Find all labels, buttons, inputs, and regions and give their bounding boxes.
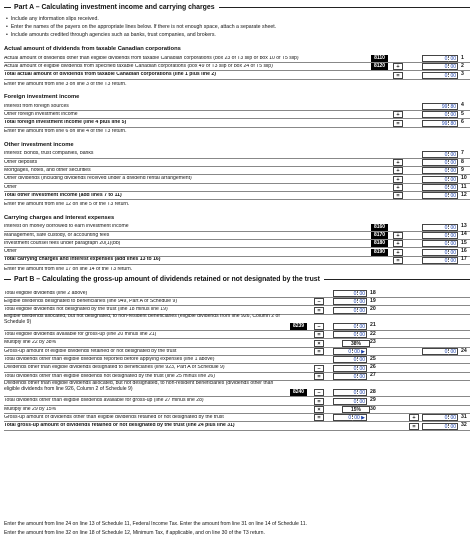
part-b-note-1: Enter the amount from line 24 on line 13 of Schedule 11, Federal Income Tax. Enter the amount from line 31 on line 14 of Schedule 11. [4, 521, 307, 527]
section-heading: Actual amount of dividends from taxable Canadian corporations [4, 46, 181, 52]
operator-sign: = [393, 192, 403, 199]
section-heading: Carrying charges and interest expenses [4, 214, 115, 221]
part-b-header: Part B – Calculating the gross-up amount of dividends retained or not designated by the trust [4, 276, 470, 284]
amount-cents: 00 [450, 423, 456, 430]
operator-sign: + [409, 414, 419, 421]
amount-cents: 00 [450, 168, 456, 175]
amount-dollars: 0 [353, 390, 357, 397]
operator-sign: – [314, 323, 324, 330]
amount-field[interactable] [422, 414, 458, 421]
amount-cents: 80 [450, 120, 456, 127]
amount-field[interactable] [422, 224, 458, 231]
amount-field[interactable] [333, 323, 367, 330]
line-description: Dividends other than eligible dividends designated to beneficiaries (line 923, Part A of Schedule 9) [4, 365, 225, 371]
operator-sign: = [314, 414, 324, 421]
amount-field[interactable] [422, 232, 458, 239]
amount-field[interactable] [333, 307, 367, 314]
amount-dollars: 0 [353, 291, 357, 297]
form-line-row [4, 55, 470, 63]
line-number: 19 [370, 297, 376, 304]
amount-field[interactable] [422, 120, 458, 127]
line-number: 8 [461, 158, 464, 165]
operator-sign: + [393, 232, 403, 239]
amount-dollars: 0 [353, 357, 357, 364]
amount-field[interactable] [422, 151, 458, 158]
line-number: 15 [461, 239, 467, 246]
amount-cents: 00 [450, 176, 456, 183]
line-number: 27 [370, 372, 376, 379]
part-b-note-2: Enter the amount from line 32 on line 18 of Schedule 12, Minimum Tax, if applicable, and on line 30 of the T3 return. [4, 530, 265, 536]
amount-cents: 00 [359, 373, 365, 380]
amount-field[interactable] [422, 72, 458, 79]
amount-cents: 00 [359, 299, 365, 306]
operator-sign: = [409, 423, 419, 430]
form-line-row [4, 356, 470, 364]
amount-cents: 00 [450, 224, 456, 231]
line-description: Total carrying charges and interest expenses (add lines 13 to 16) [4, 257, 161, 263]
amount-field[interactable] [422, 348, 458, 355]
line-description: Dividends other than eligible dividends allocated, but not designated, to non-resident beneficiaries (dividends other than eligible dividends from line 926, Column 2 of Schedule 9) [4, 380, 274, 392]
amount-field[interactable] [422, 63, 458, 70]
form-line-row [4, 290, 470, 298]
form-line-row [4, 232, 470, 240]
amount-field[interactable] [333, 290, 367, 297]
amount-dollars: 99 [441, 120, 448, 127]
operator-sign: = [314, 348, 324, 355]
amount-field[interactable] [422, 257, 458, 264]
line-description: Interest on money borrowed to earn investment income [4, 224, 129, 230]
part-a-header: Part A – Calculating investment income and carrying charges [4, 4, 470, 12]
operator-sign: = [314, 331, 324, 338]
field-code-8120: 8120 [371, 63, 388, 70]
amount-field[interactable] [422, 176, 458, 183]
line-number: 2 [461, 62, 464, 69]
amount-dollars: 0 [444, 160, 448, 167]
line-number: 26 [370, 364, 376, 371]
amount-cents: 00 [450, 185, 456, 191]
amount-cents: 00 [359, 357, 365, 364]
field-code-8240: 8240 [290, 389, 307, 396]
amount-dollars: 0 [353, 373, 357, 380]
form-line-row [4, 365, 470, 373]
field-code-8170: 8170 [371, 232, 388, 239]
line-number: 11 [461, 183, 467, 190]
form-line-row [4, 103, 470, 111]
amount-dollars: 0 [444, 176, 448, 183]
amount-dollars: 0 [444, 257, 448, 264]
form-line-row [4, 373, 470, 381]
line-description: Total gross-up amount of dividends retained or not designated by the trust (line 24 plus line 31) [4, 423, 235, 429]
amount-dollars: 0 [444, 415, 448, 422]
form-line-row [4, 201, 470, 209]
line-description: Total other investment income (add lines 7 to 11) [4, 192, 122, 198]
amount-cents: 00 [450, 349, 456, 355]
amount-field[interactable] [422, 167, 458, 174]
operator-sign: + [393, 240, 403, 247]
line-description: Enter the amount from line 6 on line 4 of the T3 return. [4, 129, 127, 135]
rate-percent: 38% [342, 340, 370, 347]
operator-sign: × [314, 340, 324, 347]
line-number: 14 [461, 231, 467, 238]
operator-sign: + [393, 176, 403, 183]
amount-field[interactable] [333, 398, 367, 405]
form-line-row [4, 298, 470, 306]
line-number: 30 [370, 405, 376, 412]
amount-cents: 00 [450, 160, 456, 167]
amount-field[interactable] [333, 373, 367, 380]
amount-dollars: 0 [444, 423, 448, 430]
amount-dollars: 0 [444, 64, 448, 71]
line-number: 23 [370, 339, 376, 346]
amount-cents: 00 [359, 332, 365, 339]
line-description: Total dividends other than eligible dividends not designated by the trust (line 25 minus line 26) [4, 373, 215, 379]
line-description: Investment counsel fees under paragraph 20(1)(bb) [4, 240, 121, 246]
line-number: 18 [370, 289, 376, 296]
form-line-row [4, 176, 470, 184]
amount-field[interactable] [422, 103, 458, 110]
form-line-row [4, 398, 470, 406]
operator-sign: + [393, 63, 403, 70]
line-number: 16 [461, 248, 467, 255]
amount-cents: 00 [359, 390, 365, 397]
amount-cents: 00 ▶ [354, 349, 365, 355]
amount-dollars: 0 [444, 224, 448, 231]
amount-dollars: 0 [444, 185, 448, 191]
form-line-row [4, 192, 470, 200]
line-description: Enter the amount from line 17 on line 14 of the T3 return. [4, 266, 133, 272]
field-code-8160: 8160 [371, 224, 388, 231]
line-description: Actual amount of dividends other than eligible dividends from taxable Canadian corporations (box 23 of T3 slip or box 10 of T5 slip) [4, 55, 299, 61]
form-line-row [4, 265, 470, 273]
field-code-8110: 8110 [371, 55, 388, 62]
line-description: Enter the amount from line 12 on line 5 of the T3 return. [4, 202, 130, 208]
line-number: 22 [370, 330, 376, 337]
amount-cents: 00 [450, 64, 456, 71]
operator-sign: + [393, 249, 403, 256]
amount-dollars: 0 [444, 72, 448, 79]
amount-dollars: 0 [353, 299, 357, 306]
form-line-row [4, 348, 470, 356]
line-description: Total eligible dividends available for gross-up (line 20 minus line 21) [4, 332, 157, 338]
amount-field[interactable] [333, 389, 367, 396]
amount-cents: 00 [359, 323, 365, 330]
amount-dollars: 0 [444, 168, 448, 175]
amount-cents: 00 [359, 365, 365, 372]
line-description: Enter the amount from line 3 on line 3 of the T3 return. [4, 81, 127, 87]
line-description: Total eligible dividends not designated by the trust (line 18 minus line 19) [4, 307, 168, 313]
line-description: Mortgages, notes, and other securities [4, 168, 91, 174]
line-number: 7 [461, 150, 464, 157]
operator-sign: + [393, 111, 403, 118]
operator-sign: = [314, 398, 324, 405]
amount-dollars: 0 [348, 349, 352, 355]
line-description: Other deposits [4, 159, 38, 165]
amount-dollars: 0 [444, 232, 448, 239]
form-line-row [4, 423, 470, 431]
line-number: 28 [370, 388, 376, 395]
form-line-row [4, 167, 470, 175]
amount-cents: 00 [359, 307, 365, 314]
field-code-8180: 8180 [371, 240, 388, 247]
amount-dollars: 0 [348, 415, 352, 422]
line-number: 24 [461, 347, 467, 354]
amount-cents: 00 [450, 112, 456, 119]
form-line-row [4, 111, 470, 119]
operator-sign: = [393, 257, 403, 264]
amount-field[interactable] [333, 414, 367, 421]
form-line-row [4, 414, 470, 422]
line-description: Interest from foreign sources [4, 103, 69, 109]
form-line-row [4, 63, 470, 71]
form-line-row [4, 128, 470, 136]
amount-cents: 00 [450, 415, 456, 422]
line-description: Interest: Bonds, trust companies, banks [4, 151, 94, 157]
amount-field[interactable] [333, 298, 367, 305]
bullet-3: • Include amounts credited through agencies such as banks, trust companies, and brokers. [6, 33, 216, 39]
amount-cents: 00 [359, 398, 365, 405]
bullet-1: • Include any information slips received. [6, 17, 99, 23]
line-number: 12 [461, 191, 467, 198]
form-line-row [4, 120, 470, 128]
line-number: 13 [461, 223, 467, 230]
line-description: Total foreign investment income (line 4 plus line 5) [4, 120, 127, 126]
form-line-row [4, 184, 470, 192]
amount-cents: 00 [359, 291, 365, 297]
line-number: 21 [370, 322, 376, 329]
amount-cents: 00 ▶ [354, 415, 365, 422]
amount-dollars: 0 [444, 56, 448, 62]
operator-sign: + [393, 167, 403, 174]
line-number: 1 [461, 54, 464, 61]
line-number: 3 [461, 71, 464, 78]
amount-field[interactable] [422, 240, 458, 247]
line-number: 29 [370, 397, 376, 404]
amount-dollars: 0 [444, 349, 448, 355]
line-number: 6 [461, 119, 464, 126]
amount-field[interactable] [333, 331, 367, 338]
line-number: 9 [461, 166, 464, 173]
operator-sign: = [314, 307, 324, 314]
amount-cents: 00 [450, 232, 456, 239]
form-line-row [4, 331, 470, 339]
line-number: 17 [461, 256, 467, 263]
operator-sign: – [314, 365, 324, 372]
line-number: 20 [370, 306, 376, 313]
amount-dollars: 0 [353, 307, 357, 314]
amount-cents: 00 [450, 193, 456, 200]
form-line-row [4, 240, 470, 248]
amount-dollars: 0 [353, 323, 357, 330]
line-description: Other [4, 249, 17, 255]
form-line-row [4, 249, 470, 257]
line-description: Other dividends (including dividends received under a dividend rental arrangement) [4, 176, 192, 182]
line-description: Other foreign investment income [4, 111, 78, 117]
operator-sign: – [314, 389, 324, 396]
amount-dollars: 0 [444, 249, 448, 256]
amount-dollars: 0 [353, 365, 357, 372]
amount-dollars: 0 [353, 398, 357, 405]
section-heading: Foreign investment income [4, 93, 80, 100]
operator-sign: + [393, 184, 403, 191]
form-line-row [4, 406, 470, 414]
amount-dollars: 0 [444, 151, 448, 158]
amount-dollars: 0 [353, 332, 357, 339]
line-number: 32 [461, 422, 467, 429]
amount-cents: 00 [450, 72, 456, 79]
form-line-row [4, 159, 470, 167]
operator-sign: = [314, 373, 324, 380]
form-line-row [4, 257, 470, 265]
line-description: Multiply line 29 by 15% [4, 406, 57, 412]
section-heading: Other investment income [4, 141, 74, 148]
amount-dollars: 0 [444, 112, 448, 119]
form-line-row [4, 380, 470, 397]
line-description: Total dividends other than eligible dividends available for gross-up (line 27 minus line 28) [4, 398, 204, 404]
line-number: 4 [461, 102, 464, 109]
form-line-row [4, 151, 470, 159]
line-number: 31 [461, 413, 467, 420]
form-line-row [4, 224, 470, 232]
line-description: Total actual amount of dividends from taxable Canadian corporations (line 1 plus line 2) [4, 72, 216, 78]
operator-sign: – [314, 298, 324, 305]
line-description: Gross-up amount of eligible dividends retained or not designated by the trust [4, 348, 177, 354]
amount-field[interactable] [333, 365, 367, 372]
amount-cents: 00 [450, 56, 456, 62]
line-description: Total dividends other than eligible dividends reported before applying expenses (line 1 above) [4, 356, 215, 362]
amount-field[interactable] [422, 184, 458, 191]
operator-sign: × [314, 406, 324, 413]
amount-field[interactable] [333, 348, 367, 355]
operator-sign: = [393, 72, 403, 79]
amount-dollars: 99 [441, 103, 448, 110]
operator-sign: + [393, 159, 403, 166]
amount-cents: 80 [450, 103, 456, 110]
field-code-8239: 8239 [290, 323, 307, 330]
amount-dollars: 0 [444, 193, 448, 200]
amount-field[interactable] [422, 55, 458, 62]
line-description: Other [4, 184, 17, 190]
bullet-2: • Enter the names of the payers on the appropriate lines below. If there is not enough space, attach a separate sheet. [6, 25, 276, 31]
line-description: Eligible dividends allocated, but not designated, to non-resident beneficiaries (eligible dividends from line 926, Column 2 of Schedule 9) [4, 314, 280, 326]
line-description: Multiply line 22 by 38% [4, 340, 57, 346]
field-code-8190: 8190 [371, 249, 388, 256]
line-description: Gross-up amount of dividends other than eligible dividends retained or not designated by the trust [4, 414, 224, 420]
line-number: 25 [370, 355, 376, 362]
form-line-row [4, 72, 470, 80]
amount-cents: 00 [450, 241, 456, 248]
amount-cents: 00 [450, 257, 456, 264]
form-line-row [4, 314, 470, 331]
form-line-row [4, 80, 470, 88]
amount-field[interactable] [422, 249, 458, 256]
line-number: 5 [461, 110, 464, 117]
line-description: Actual amount of eligible dividends from specified taxable Canadian corporations (box 49 of T3 slip or box 24 of T5 slip) [4, 63, 273, 69]
amount-field[interactable] [422, 423, 458, 430]
amount-field[interactable] [422, 192, 458, 199]
amount-cents: 00 [450, 151, 456, 158]
amount-field[interactable] [422, 111, 458, 118]
amount-field[interactable] [422, 159, 458, 166]
form-line-row [4, 307, 470, 315]
line-description: Total eligible dividends (line 2 above) [4, 290, 88, 296]
amount-cents: 00 [450, 249, 456, 256]
operator-sign: = [393, 120, 403, 127]
rate-percent: 15% [342, 406, 370, 413]
form-line-row [4, 340, 470, 348]
amount-dollars: 0 [444, 241, 448, 248]
line-description: Eligible dividends designated to beneficiaries (line 949, Part A of Schedule 9) [4, 298, 178, 304]
line-description: Management, safe custody, or accounting fees [4, 232, 110, 238]
amount-field[interactable] [333, 356, 367, 363]
line-number: 10 [461, 175, 467, 182]
